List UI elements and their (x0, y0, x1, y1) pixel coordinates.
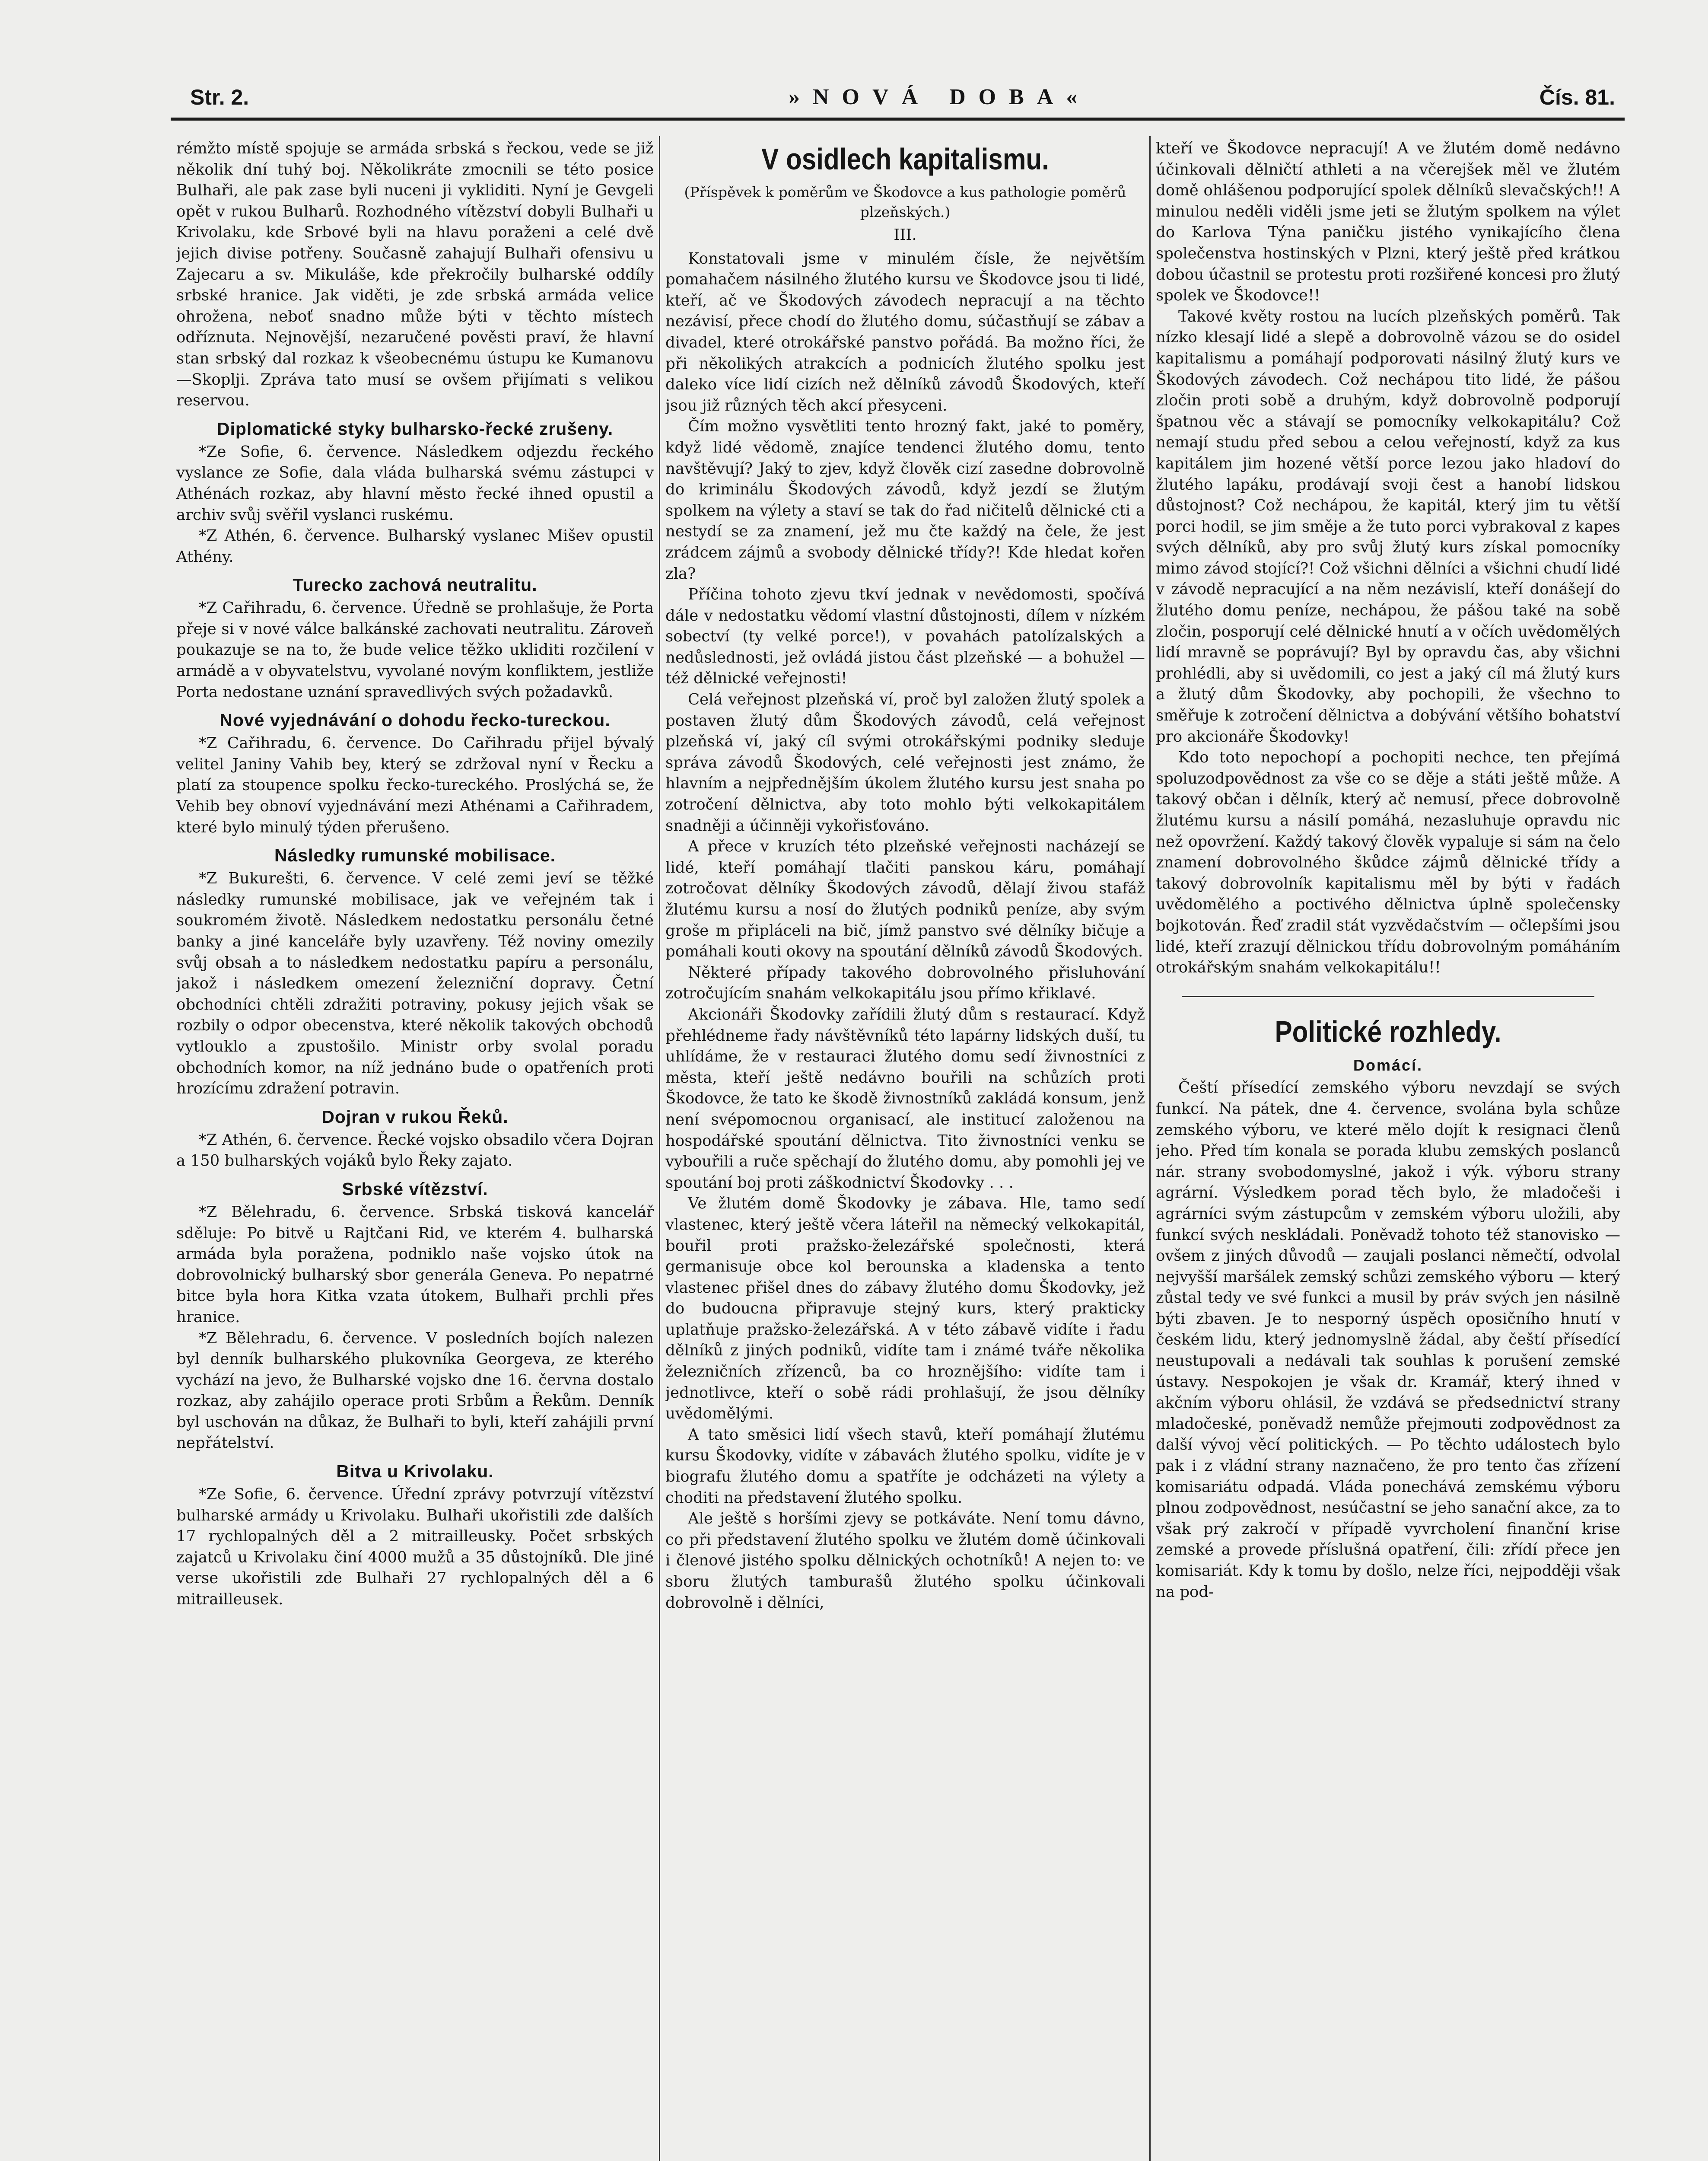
article-paragraph: Některé případy takového dobrovolného přisluhování zotročujícím snahám velkokapitálu jsou přímo křiklavé. (665, 963, 1145, 1003)
issue-number: Čís. 81. (1539, 85, 1615, 109)
article-paragraph: Ale ještě s horšími zjevy se potkáváte. Není tomu dávno, co při představení žlutého spolku ve žlutém domě účinkovali i členové jistého spolku dělnických ochotníků! A nejen to: ve sboru žlutých tamburašů žlutého spolku účinkovali dobrovolně i dělníci, (665, 1510, 1145, 1612)
masthead: »NOVÁ DOBA« (789, 85, 1091, 109)
article-part: III. (894, 226, 917, 244)
article-paragraph: A přece v kruzích této plzeňské veřejnosti nacházejí se lidé, kteří pomáhají tlačiti panskou káru, pomáhají zotročovat dělníky Škodových závodů, dělají živou stafáž žlutému kursu a nosí do žlutých podniků peníze, aby svým groše m připláceli na bič, jímž panstvo své dělníky bičuje a pomáhali kouti okovy na spoutání dělníků závodů Škodových. (665, 838, 1145, 961)
section-title: Politické rozhledy. (1275, 1014, 1501, 1049)
article-paragraph: Příčina tohoto zjevu tkví jednak v nevědomosti, spočívá dále v nedostatku vědomí vlastní důstojnosti, dílem v nízkém sobectví (ty velké porce!), v povahách patolízalských a nedůslednosti, jež ovládá jistou část plzeňské — a bohužel — též dělnické veřejnosti! (665, 586, 1145, 688)
column-divider (1149, 136, 1151, 2161)
page-number: Str. 2. (190, 85, 249, 109)
news-paragraph: *Z Bělehradu, 6. července. Srbská tisková kancelář sděluje: Po bitvě u Rajtčani Rid, ve kterém 4. bulharská armáda byla poražena, podniklo naše vojsko útok na dobrovolnický bulharský sbor generála Geneva. Po nepatrné bitce byla hora Kitka vzata útokem, Bulhaři prchli přes hranice. (176, 1203, 654, 1326)
news-paragraph: *Ze Sofie, 6. července. Následkem odjezdu řeckého vyslance ze Sofie, dala vláda bulharská svému zástupci v Athénách rozkaz, aby hlavní město řecké ihned opustil a archiv svůj svěřil vyslanci ruskému. (176, 443, 654, 524)
section-heading: Bitva u Krivolaku. (336, 1461, 494, 1482)
column-article (665, 138, 1145, 2161)
article-continuation (1156, 138, 1620, 979)
column-divider (659, 136, 660, 2161)
article-paragraph: Čím možno vysvětliti tento hrozný fakt, jaké to poměry, když lidé vědomě, znajíce tendenci žlutého domu, tento navštěvují? Jaký to zjev, když člověk cizí zasedne dobrovolně do kriminálu Škodových závodů, když jezdí se žlutým spolkem na výlety a staví se tak do řad ničitelů dělnické cti a nestydí se za znamení, jež mu čte každý na čele, že jest zrádcem zájmů a svobody dělnické třídy?! Kde hledat kořen zla? (665, 418, 1145, 583)
news-paragraph: *Z Cařihradu, 6. července. Úředně se prohlašuje, že Porta přeje si v nové válce balkánské zachovati neutralitu. Zároveň poukazuje se na to, že bude velice těžko ukliditi rozčilení v armádě a v obyvatelstvu, vyvolané novým konfliktem, jestliže Porta nedostane uznání spravedlivých svých požadavků. (176, 599, 654, 701)
article-paragraph: A tato směsici lidí všech stavů, kteří pomáhají žlutému kursu Škodovky, vidíte v zábavách žlutého spolku, vidíte je v biografu žlutého domu a spatříte je odcházeti na výlety a choditi na představení žlutého spolku. (665, 1425, 1145, 1507)
article-body (665, 249, 1145, 1614)
article-paragraph: Kdo toto nepochopí a pochopiti nechce, ten přejímá spoluzodpovědnost za vše co se děje a státi ještě může. A takový občan i dělník, který ač nemusí, přece dobrovolně žlutému kursu a násilí pomáhá, nezasluhuje opravdu nic než opovržení. Každý takový člověk vypaluje si sám na čelo znamení dobrovolného škůdce zájmů dělnické třídy a takový dobrovolník kapitalismu měl by býti v řadách uvědomělého a poctivého dělnictva úplně společensky bojkotován. Řeď zradil stát vyzvědačstvím — očlepšími jsou lidé, kteří zrazují dělnickou třídu dobrovolným pomáháním otrokářským snahám velkokapitálu!! (1156, 749, 1620, 977)
section-heading: Dojran v rukou Řeků. (321, 1106, 509, 1127)
news-paragraph: *Ze Sofie, 6. července. Úřední zprávy potvrzují vítězství bulharské armády u Krivolaku. Bulhaři ukořistili zde dalších 17 rychlopalných děl a 2 mitrailleusky. Počet srbských zajatců u Krivolaku činí 4000 mužů a 35 důstojníků. Dle jiné verse ukořistili zde Bulhaři 27 rychlopalných děl a 6 mitrailleusek. (176, 1485, 654, 1609)
intro-paragraph: rémžto místě spojuje se armáda srbská s řeckou, vede se již několik dní tuhý boj. Několikráte zmocnili se této posice Bulhaři, ale pak zase byli nuceni ji vykliditi. Nyní je Gevgeli opět v rukou Bulharů. Rozhodného vítězství dobyli Bulhaři u Krivolaku, kde Srbové byli na hlavu poraženi a celé dvě jejich divise potřeny. Současně zahajují Bulhaři ofensivu u Zajecaru a sv. Mikuláše, kde překročily bulharské oddíly srbské hranice. Jak viděti, je zde srbská armáda velice ohrožena, neboť snadno může býti v těchto místech odříznuta. Nejnovější, nezaručené pověsti praví, že hlavní stan srbský dal rozkaz k všeobecnému ústupu ke Kumanovu—Skoplji. Zpráva tato musí se ovšem přijímati s velikou reservou. (176, 140, 654, 410)
article-paragraph: Celá veřejnost plzeňská ví, proč byl založen žlutý spolek a postaven žlutý dům Škodových závodů, celá veřejnost plzeňská ví, jaký cíl svými otrokářskými podniky sleduje správa závodů Škodových, celé veřejnosti jest známo, že hlavním a nejpřednějším úkolem žlutého kursu jest snaha po zotročení dělnictva, aby toto mohlo býti velkokapitálem snadněji a účinněji vykořisťováno. (665, 691, 1145, 835)
section-heading: Nové vyjednávání o dohodu řecko-tureckou. (219, 710, 611, 730)
news-paragraph: *Z Athén, 6. července. Bulharský vyslanec Mišev opustil Athény. (176, 527, 654, 566)
header-rule (171, 118, 1625, 121)
news-paragraph: *Z Athén, 6. července. Řecké vojsko obsadilo včera Dojran a 150 bulharských vojáků bylo Řeky zajato. (176, 1131, 654, 1170)
news-paragraph: *Z Bukurešti, 6. července. V celé zemi jeví se těžké následky rumunské mobilisace, jak ve veřejném tak i soukromém životě. Následkem nedostatku personálu četné banky a jiné kanceláře byly uzavřeny. Též noviny omezily svůj obsah a to následkem nedostatku papíru a personálu, jakož i následkem omezení železniční dopravy. Četní obchodníci chtěli zdražiti potraviny, pokusy jejich však se rozbily o odpor obecenstva, které několik takových obchodů vytlouklo a zpustošilo. Ministr orby svolal poradu obchodních komor, na níž jednáno bude o opatřeních proti hrozícímu zdražení potravin. (176, 870, 654, 1098)
section-separator (1182, 996, 1594, 997)
article-paragraph: Takové květy rostou na lucích plzeňských poměrů. Tak nízko klesají lidé a slepě a dobrovolně vázou se do osidel kapitalismu a pomáhají podporovati násilný žlutý kurs ve Škodových závodech. Což nechápou tito lidé, že pášou zločin proti sobě a druhým, když dobrovolně podporují špatnou věc a stávají se pomocníky velkokapitálu? Což nemají studu před sebou a celou veřejností, když za kus kapitálem jim hozené větší porce lezou jako hladoví do žlutého lapáku, prodávají svoji čest a hanobí lidskou důstojnost? Což nechápou, že kapitál, který jim tu větší porci hodil, se jim směje a že tuto porci vybrakoval z kapes svých dělníků, aby pro svůj žlutý kurs získal pomocníky mimo závod stojící?! Což všichni dělníci a všichni chudí lidé v závodě nepracující a na něm nezávislí, kteří donášejí do žlutého domu peníze, nechápou, že pášou také na sobě zločin, posporují celé dělnické hnutí a v očích uvědomělých lidí mravně se poprávují? Byl by opravdu čas, aby všichni prohlédli, aby si uvědomili, co jest a jaký cíl má žlutý kurs a žlutý dům Škodovky, aby pochopili, že všechno to směřuje k zotročení dělnictva a dobývání většího bohatství pro akcionáře Škodovky! (1156, 307, 1620, 746)
news-paragraph: *Z Bělehradu, 6. července. V posledních bojích nalezen byl denník bulharského plukovníka Georgeva, ze kterého vychází na jevo, že Bulharské vojsko dne 16. června dostalo rozkaz, aby zahájilo operace proti Srbům a Řekům. Denník byl uschován na důkaz, že Bulhaři to byli, kteří zahájili první nepřátelství. (176, 1329, 654, 1452)
article-paragraph: Akcionáři Škodovky zařídili žlutý dům s restaurací. Když přehlédneme řady návštěvníků této lapárny lidských duší, tu uhlídáme, že v restauraci žlutého domu sedí živnostníci z města, kteří ještě nedávno bouřili na schůzích proti Škodovce, že tato ke škodě živnostníků zakládá konsum, jenž není svépomocnou organisací, ale institucí založenou na hospodářské spoutání dělnictva. Tito živnostníci venku se vybouřili a ruče spěchají do žlutého domu, aby pomohli jej ve spoutání boj proti záškodnictví Škodovky . . . (665, 1005, 1145, 1192)
section-heading: Diplomatické styky bulharsko-řecké zrušeny. (216, 418, 614, 439)
column-war-news (176, 138, 654, 2161)
article-subtitle: (Příspěvek k poměrům ve Škodovce a kus pathologie poměrů plzeňských.) (684, 184, 1126, 220)
section-heading: Srbské vítězství. (342, 1179, 488, 1199)
article-paragraph: Konstatovali jsme v minulém čísle, že největším pomahačem násilného žlutého kursu ve Škodovce jsou ti lidé, kteří, ač ve Škodových závodech nepracují a na těchto nezávisí, přece chodí do žlutého domu, súčastňují se zábav a divadel, které otrokářské panstvo pořádá. Ba možno říci, že při několikých atrakcích a podnicích žlutého spolku jest daleko více lidí cizích než dělníků závodů Škodových, kteří jsou již různých těch akcí přesyceni. (665, 249, 1145, 414)
politics-paragraph: Čeští přísedící zemského výboru nevzdají se svých funkcí. Na pátek, dne 4. července, svolána byla schůze zemského výboru, ve které mělo dojít k resignaci členů jeho. Před tím konala se porada klubu zemských poslanců nár. strany svobodomyslné, jakož i výk. výboru strany agrární. Výsledkem porad těch bylo, že mladočeši i agrárníci svým zástupcům v zemském výboru uložili, aby funkcí svých neskládali. Poněvadž tohoto též stanovisko — ovšem z jiných důvodů — zaujali poslanci němečtí, odvolal nejvyšší maršálek zemský schůzi zemského výboru — který zůstal tedy ve své funkci a musil by práv svých jen násilně býti zbaven. Je to nesporný úspěch oposičního hnutí v českém lidu, který jednomyslně žádal, aby čeští přísedící neustupovali a nedávali tak souhlas k porušení zemské ústavy. Nespokojen je však dr. Kramář, který ihned v akčním výboru ohlásil, že vzdává se předsednictví strany mladočeské, poněvadž nemůže přejmouti zodpovědnost za další vývoj věcí politických. — Po těchto událostech bylo pak i z vládní strany naznačeno, že pro tento čas zřízení komisariátu odpadá. Vláda ponechává zemskému výboru plnou zodpovědnost, nesúčastní se jeho sanační akce, za to však prý zakročí v případě vyvrcholení finanční krise zemské a provede příslušná opatření, čili: zřídí přece jen komisariát. Kdy k tomu by došlo, nelze říci, nejpodději však na pod- (1156, 1079, 1620, 1601)
column-continuation (1156, 138, 1620, 2161)
politics-body (1156, 1077, 1620, 1603)
news-paragraph: *Z Cařihradu, 6. července. Do Cařihradu přijel bývalý velitel Janiny Vahib bey, který se zdržoval nyní v Řecku a platí za stoupence spolku řecko-tureckého. Proslýchá se, že Vehib bey obnoví vyjednávání mezi Athénami a Cařihradem, které bylo minulý týden přerušeno. (176, 734, 654, 836)
article-paragraph: Ve žlutém domě Škodovky je zábava. Hle, tamo sedí vlastenec, který ještě včera láteřil na německý velkokapitál, bouřil proti pražsko-železářské společnosti, která germanisuje obce kol berounska a kladenska a tento vlastenec přišel dnes do zábavy žlutého domu Škodovky, jež do budoucna připravuje stejný kurs, který prakticky uplatňuje pražsko-železářská. A v této zábavě vidíte i řadu dělníků z jiných podniků, vidíte tam i známé tváře několika železničních zřízenců, ba co hroznějšího: vidíte tam i jednotlivce, kteří o sobě rádi prohlašují, že jsou dělníky uvědomělými. (665, 1195, 1145, 1423)
news-sections (176, 418, 654, 1610)
article-paragraph: kteří ve Škodovce nepracují! A ve žlutém domě nedávno účinkovali dělničtí athleti a na včerejšek měl ve žlutém domě ohlášenou podporující spolek dělníků slevačských!! A minulou neděli viděli jsme jeti se žlutým spolkem na výlet do Karlova Týna paničku jistého vynikajícího člena společenstva hostinských v Plzni, který ještě před krátkou dobou účastnil se protestu proti rozšiřené koncesi pro žlutý spolek ve Škodovce!! (1156, 140, 1620, 305)
section-subtitle: Domácí. (1353, 1056, 1423, 1074)
page-header (190, 84, 1615, 115)
section-heading: Následky rumunské mobilisace. (274, 845, 556, 866)
article-title: V osidlech kapitalismu. (761, 142, 1049, 176)
section-heading: Turecko zachová neutralitu. (293, 575, 538, 595)
